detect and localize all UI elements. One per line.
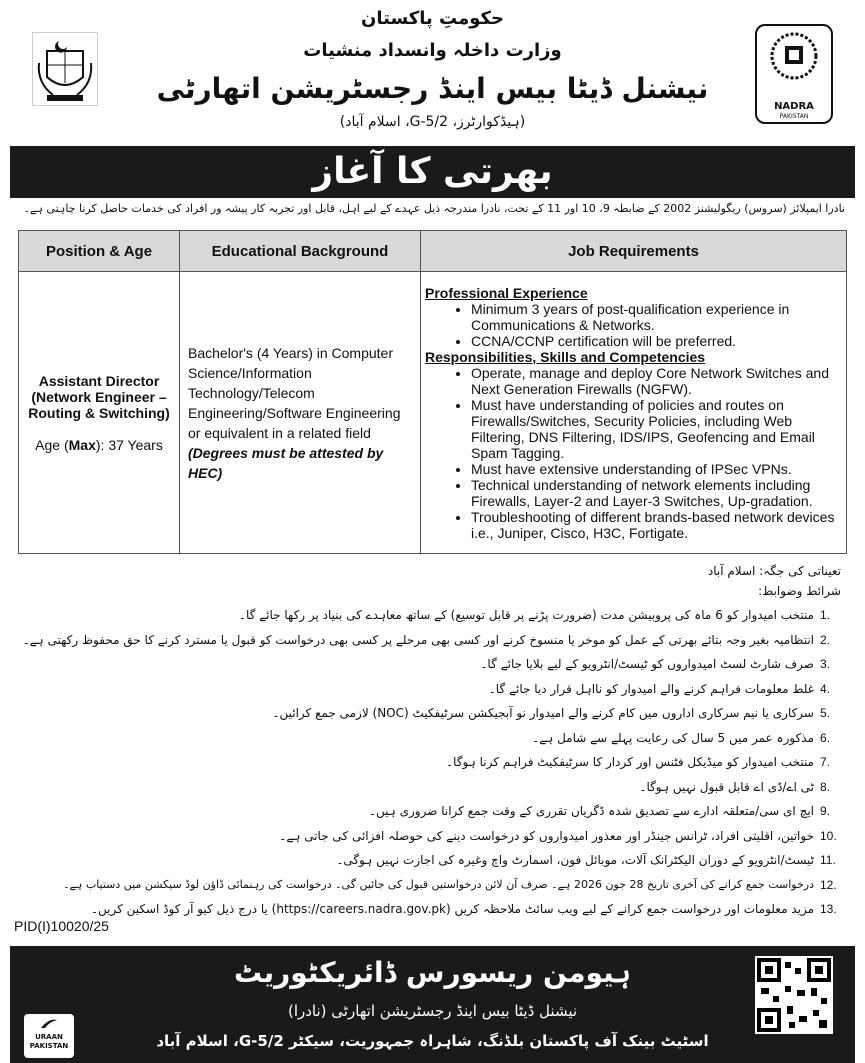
- organization-title: نیشنل ڈیٹا بیس اینڈ رجسٹریشن اتھارٹی: [156, 72, 709, 105]
- list-item: [40, 755, 840, 780]
- age-limit: [20, 437, 178, 453]
- term-number: 10.: [820, 828, 837, 843]
- term-number: 12.: [820, 877, 837, 892]
- list-item: • Troubleshooting of different brands-based network devices i.e., Juniper, Cisco, H3C, Fortigate.: [471, 509, 842, 541]
- list-item: [40, 878, 840, 903]
- nadra-logo-text: NADRA: [774, 101, 814, 112]
- list-item: [40, 829, 840, 854]
- list-item: • Technical understanding of network elements including Firewalls, Layer-2 and Layer-3 Switches, Up-gradation.: [471, 477, 842, 509]
- footer: [10, 946, 855, 1063]
- footer-department: ہیومن ریسورس ڈائریکٹوریٹ: [234, 956, 631, 989]
- list-item: • Operate, manage and deploy Core Network Switches and Next Generation Firewalls (NGFW).: [471, 365, 842, 397]
- list-item: [40, 804, 840, 829]
- education-text: Bachelor's (4 Years) in Computer Science/Information Technology/Telecom Engineering/Software Engineering or equivalent in a related field: [188, 344, 401, 441]
- pid-number: PID(I)10020/25: [14, 918, 109, 934]
- footer-address: اسٹیٹ بینک آف پاکستان بلڈنگ، شاہراہ جمہوریت، سیکٹر G-5/2، اسلام آباد: [156, 1032, 709, 1050]
- list-item: [40, 608, 840, 633]
- term-number: 8.: [820, 779, 831, 794]
- term-text: صرف شارٹ لسٹ امیدواروں کو ٹیسٹ/انٹرویو کے لیے بلایا جائے گا۔: [480, 657, 814, 671]
- ministry-title: وزارت داخلہ وانسداد منشیات: [303, 40, 562, 61]
- term-number: 9.: [820, 804, 831, 818]
- list-item: • Minimum 3 years of post-qualification experience in Communications & Networks.: [471, 301, 842, 333]
- age-value: ): 37 Years: [95, 436, 163, 453]
- government-title: حکومتِ پاکستان: [361, 8, 504, 29]
- requirements-cell: [421, 272, 847, 554]
- table-header-row: [19, 231, 847, 272]
- list-item: [40, 780, 840, 805]
- footer-organization: نیشنل ڈیٹا بیس اینڈ رجسٹریشن اتھارٹی (نادرا): [287, 1002, 578, 1020]
- term-text: مزید معلومات اور درخواست جمع کرانے کے لیے ویب سائٹ ملاحظہ کریں (https://careers.nadra.gov.pk) یا درج ذیل کیو آر کوڈ اسکین کریں۔: [90, 902, 814, 916]
- nadra-logo: [755, 24, 833, 124]
- term-number: 6.: [820, 730, 831, 745]
- term-number: 2.: [820, 632, 831, 647]
- term-number: 3.: [820, 657, 831, 671]
- term-text: درخواست جمع کرانے کی آخری تاریخ 28 جون 2026 ہے۔ صرف آن لائن درخواستیں قبول کی جائیں گی۔ درخواست کی رہنمائی ڈاؤن لوڈ سیکشن میں دستیاب ہے۔: [63, 877, 814, 891]
- header: [0, 0, 865, 140]
- headquarters-address: (ہیڈکوارٹرز، G-5/2، اسلام آباد): [339, 114, 526, 130]
- position-line-3: Routing & Switching): [28, 404, 170, 421]
- nadra-emblem-icon: [759, 26, 829, 86]
- term-number: 5.: [820, 706, 831, 720]
- experience-list: [425, 301, 842, 349]
- list-item: [40, 731, 840, 756]
- responsibilities-list: [425, 365, 842, 541]
- list-item: [40, 902, 840, 927]
- uraan-line-1: URAAN: [35, 1033, 63, 1041]
- term-text: منتخب امیدوار کو 6 ماہ کی پروبیشن مدت (ضرورت پڑنے پر قابل توسیع) کے ساتھ معاہدے کی بنیاد پر رکھا جائے گا۔: [238, 608, 814, 622]
- term-text: ٹیسٹ/انٹرویو کے دوران الیکٹرانک آلات، موبائل فون، اسمارٹ واچ وغیرہ کی اجازت نہیں ہوگی۔: [336, 853, 814, 867]
- header-job-requirements: Job Requirements: [421, 231, 847, 272]
- list-item: [40, 853, 840, 878]
- term-number: 11.: [820, 853, 836, 867]
- uraan-pakistan-logo: [24, 1014, 74, 1058]
- posting-location: تعیناتی کی جگہ: اسلام آباد: [707, 564, 841, 578]
- list-item: • Must have understanding of policies and routes on Firewalls/Switches, Security Policies, including Web Filtering, DNS Filtering, IDS/IPS, Geofencing and Email Spam Tagging.: [471, 397, 842, 461]
- list-item: [40, 706, 840, 731]
- list-item: [40, 657, 840, 682]
- header-position-age: Position & Age: [19, 231, 180, 272]
- term-number: 4.: [820, 681, 831, 696]
- term-number: 7.: [820, 755, 831, 769]
- education-note: (Degrees must be attested by HEC): [188, 444, 384, 481]
- education-cell: [180, 272, 421, 554]
- term-number: 1.: [820, 608, 831, 622]
- term-text: خواتین، اقلیتی افراد، ٹرانس جینڈر اور معذور امیدواروں کو درخواست دینے کی حوصلہ افزائی کی جاتی ہے۔: [279, 828, 814, 843]
- term-text: ایچ ای سی/متعلقہ ادارے سے تصدیق شدہ ڈگریاں تقرری کے وقت جمع کرانا ضروری ہیں۔: [368, 804, 814, 818]
- position-cell: [19, 272, 180, 554]
- experience-heading: Professional Experience: [425, 284, 588, 301]
- term-text: سرکاری یا نیم سرکاری اداروں میں کام کرنے والے امیدوار نو آبجیکشن سرٹیفکیٹ (NOC) لازمی جمع کرائیں۔: [272, 706, 814, 720]
- term-text: مذکورہ عمر میں 5 سال کی رعایت پہلے سے شامل ہے۔: [532, 730, 814, 745]
- term-text: انتظامیہ بغیر وجہ بتائے بھرتی کے عمل کو موخر یا منسوخ کرنے اور کسی بھی مرحلے پر کسی بھی درخواست کو قبول یا مسترد کرنے کا حق محفوظ رکھتی ہے۔: [22, 632, 814, 647]
- uraan-line-2: PAKISTAN: [29, 1042, 69, 1050]
- list-item: • CCNA/CCNP certification will be preferred.: [471, 333, 842, 349]
- list-item: [22, 632, 840, 658]
- term-text: ٹی اے/ڈی اے قابل قبول نہیں ہوگا۔: [639, 779, 814, 794]
- header-education: Educational Background: [180, 231, 421, 272]
- list-item: • Must have extensive understanding of IPSec VPNs.: [471, 461, 842, 477]
- position-line-2: (Network Engineer –: [31, 388, 167, 405]
- qr-code-icon[interactable]: [755, 956, 833, 1034]
- age-prefix: Age (: [35, 436, 69, 453]
- job-table: [18, 230, 847, 554]
- term-text: غلط معلومات فراہم کرنے والے امیدوار کو نااہل قرار دیا جائے گا۔: [488, 681, 814, 696]
- position-line-1: Assistant Director: [38, 372, 160, 389]
- recruitment-banner: بھرتی کا آغاز: [10, 146, 855, 198]
- terms-heading: شرائط وضوابط:: [758, 584, 841, 598]
- nadra-logo-subtext: PAKISTAN: [779, 113, 809, 120]
- uraan-bird-icon: [39, 1018, 59, 1030]
- position-title: [20, 373, 178, 421]
- age-max-label: Max: [68, 436, 96, 453]
- term-number: 13.: [820, 902, 837, 916]
- term-text: منتخب امیدوار کو میڈیکل فٹنس اور کردار کا سرٹیفکیٹ فراہم کرنا ہوگا۔: [446, 755, 814, 769]
- responsibilities-heading: Responsibilities, Skills and Competencies: [425, 348, 706, 365]
- table-row: [19, 272, 847, 554]
- intro-text: نادرا ایمپلائز (سروس) ریگولیشنز 2002 کے ضابطہ 9، 10 اور 11 کے تحت، نادرا مندرجہ ذیل عہدے کے لیے اہل، قابل اور تجربہ کار پیشہ ور افراد کی خدمات حاصل کرنا چاہتی ہے۔: [23, 202, 845, 215]
- list-item: [40, 682, 840, 707]
